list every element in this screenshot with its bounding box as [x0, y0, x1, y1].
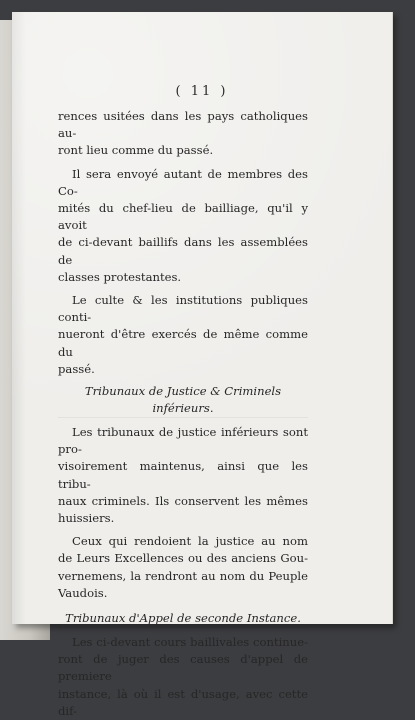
text-line: de Leurs Excellences ou des anciens Gou- — [58, 551, 308, 566]
text-line: naux criminels. Ils conservent les mêmes — [58, 493, 308, 508]
text-line: ront lieu comme du passé. — [58, 143, 214, 158]
text-line: passé. — [58, 361, 95, 376]
text-line: Il sera envoyé autant de membres des Co- — [58, 166, 308, 198]
text-line: Ceux qui rendoient la justice au nom — [72, 534, 308, 549]
text-line: Vaudois. — [58, 585, 108, 600]
text-line: rences usitées dans les pays catholiques au- — [58, 109, 308, 141]
text-line: Les ci-devant cours baillivales continue- — [72, 635, 308, 650]
text-line: Le culte & les institutions publiques conti- — [58, 293, 308, 325]
text-line: instance, là où il est d'usage, avec cette dif- — [58, 686, 308, 718]
document-page — [12, 12, 393, 718]
text-line: huissiers. — [58, 511, 115, 526]
text-line: vernemens, la rendront au nom du Peuple — [58, 568, 308, 583]
text-line: ront de juger des causes d'appel de premiere — [58, 652, 308, 684]
section-heading: Tribunaux d'Appel de seconde Instance. — [58, 610, 308, 628]
page-number: ( 11 ) — [175, 84, 229, 99]
text-line: visoirement maintenus, ainsi que les tribu- — [58, 459, 308, 491]
text-line: nueront d'être exercés de même comme du — [58, 327, 308, 359]
page-text — [58, 108, 308, 720]
section-heading: Tribunaux de Justice & Criminels inférieurs. — [58, 383, 308, 418]
text-line: de ci-devant baillifs dans les assemblées de — [58, 235, 308, 267]
text-line: Les tribunaux de justice inférieurs sont pro- — [58, 425, 308, 457]
text-line: classes protestantes. — [58, 269, 182, 284]
text-line: mités du chef-lieu de bailliage, qu'il y avoit — [58, 201, 308, 233]
